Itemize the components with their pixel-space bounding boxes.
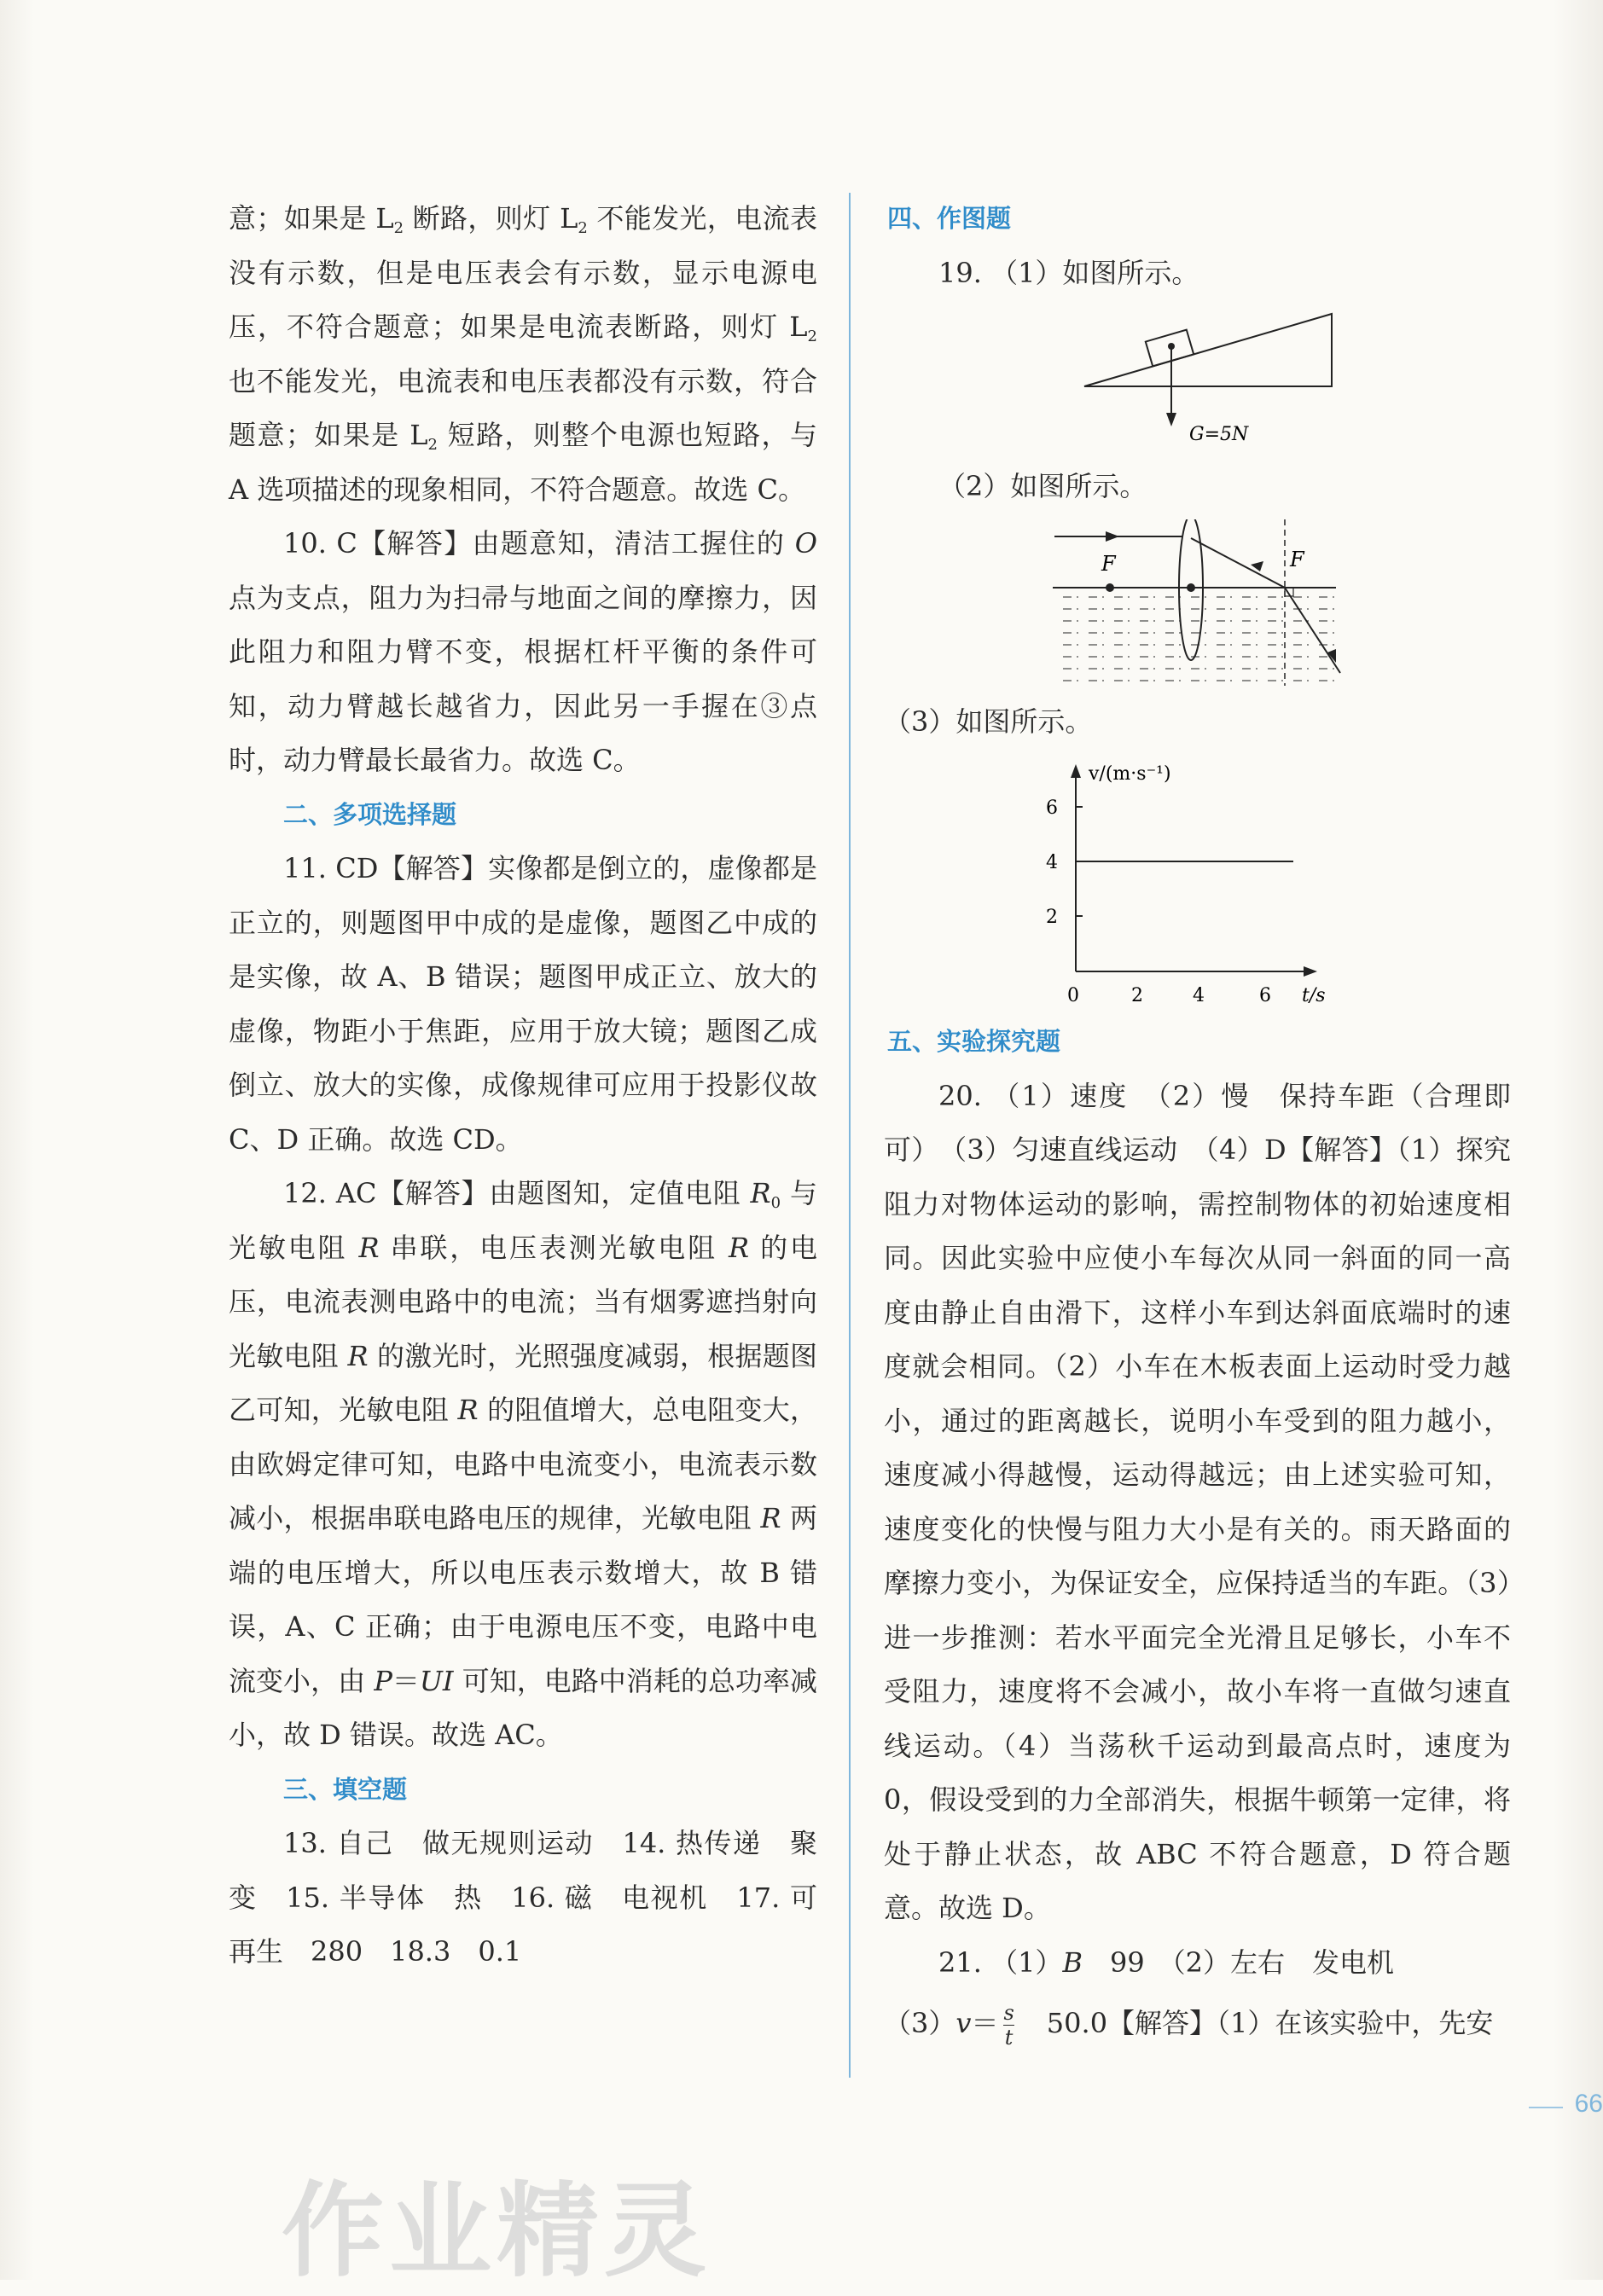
paragraph-12: 12. AC【解答】由题图知，定值电阻 $R_0$ 与光敏电阻 R 串联，电压表测光敏电阻 R 的电压，电流表测电路中的电流；当有烟雾遮挡射向光敏电阻 R 的激光时，光照强度减弱，根据题图乙可知，光敏电阻 R 的阻值增大，总电阻变大，由欧姆定律可知，电路中电流变小，电流表示数减小，根据串联电路电压的规律，光敏电阻 R 两端的电压增大，所以电压表示数增大，故 B 错误，A、C 正确；由于电源电压不变，电路中电流变小，由 P＝UI 可知，电路中消耗的总功率减小，故 D 错误。故选 AC。 <box>229 1177 817 1751</box>
x-tick-label: 0 <box>1067 985 1079 1006</box>
y-tick-label: 2 <box>1046 907 1058 928</box>
paragraph-19-3: （3）如图所示。 <box>884 704 1093 738</box>
paragraph-21: 21. （1）B 99 （2）左右 发电机 <box>938 1945 1395 1979</box>
formula-eq: ＝ <box>971 2007 999 2039</box>
paragraph-19-1: 19. （1）如图所示。 <box>938 256 1199 289</box>
heading-multiple-choice: 二、多项选择题 <box>283 799 457 829</box>
paragraph-19-2: （2）如图所示。 <box>938 470 1147 502</box>
x-tick-label: 6 <box>1259 985 1271 1006</box>
heading-experiment: 五、实验探究题 <box>887 1027 1061 1056</box>
y-axis-label: v/(m·s⁻¹) <box>1089 763 1171 785</box>
refracted-ray <box>1191 538 1285 588</box>
x-tick-label: 2 <box>1131 985 1143 1006</box>
paragraph-20: 20. （1）速度 （2）慢 保持车距（合理即可） （3）匀速直线运动 （4）D【解答】（1）探究阻力对物体运动的影响，需控制物体的初始速度相同。因此实验中应使小车每次从同一斜面的同一高度由静止自由滑下，这样小车到达斜面底端时的速度就会相同。（2）小车在木板表面上运动时受力越小，通过的距离越长，说明小车受到的阻力越小，速度减小得越慢，运动得越远；由上述实验可知，速度变化的快慢与阻力大小是有关的。雨天路面的摩擦力变小，为保证安全，应保持适当的车距。（3）进一步推测：若水平面完全光滑且足够长，小车不受阻力，速度将不会减小，故小车将一直做匀速直线运动。（4）当荡秋千运动到最高点时，速度为 0，假设受到的力全部消失，根据牛顿第一定律，将处于静止状态，故 ABC 不符合题意，D 符合题意。故选 D。 <box>884 1079 1511 1924</box>
formula-rest: 50.0【解答】（1）在该实验中，先安 <box>1019 2007 1494 2039</box>
formula-v: v <box>955 2007 972 2039</box>
right-column <box>884 192 1511 2051</box>
fraction-denominator: t <box>1004 2026 1013 2050</box>
heading-drawing: 四、作图题 <box>887 204 1012 233</box>
figure-incline-force <box>884 305 1511 455</box>
figure-vt-graph <box>884 754 1511 1010</box>
lens-center <box>1187 583 1195 592</box>
x-ticks <box>1067 985 1271 1006</box>
page-number-dash <box>1529 2107 1563 2108</box>
paragraph-21-formula <box>884 1997 1511 2051</box>
y-ticks <box>1046 797 1083 928</box>
watermark-bottom: 作业精灵 <box>282 2172 711 2291</box>
incline-triangle <box>1084 314 1332 386</box>
figure-lens-refraction <box>884 519 1511 690</box>
formula-fraction <box>1003 2001 1013 2050</box>
y-tick-label: 4 <box>1046 852 1058 873</box>
column-divider <box>849 193 851 2078</box>
focus-label-right: F <box>1290 547 1304 571</box>
gravity-arrow-head <box>1166 413 1176 426</box>
y-tick-label: 6 <box>1046 797 1058 819</box>
focus-left <box>1106 583 1114 592</box>
left-column <box>229 192 817 1980</box>
heading-fill-blank: 三、填空题 <box>283 1774 408 1804</box>
focus-label-left: F <box>1101 551 1116 576</box>
x-axis-label: t/s <box>1302 985 1326 1006</box>
paragraph-10: 10. C【解答】由题意知，清洁工握住的 O 点为支点，阻力为扫帚与地面之间的摩擦力，因此阻力和阻力臂不变，根据杠杆平衡的条件可知，动力臂越长越省力，因此另一手握在③点时，动力臂最长最省力。故选 C。 <box>229 527 817 776</box>
paragraph-13: 13. 自己 做无规则运动 14. 热传递 聚变 15. 半导体 热 16. 磁 电视机 17. 可再生 280 18.3 0.1 <box>229 1827 817 1968</box>
x-tick-label: 4 <box>1193 985 1205 1006</box>
paragraph-11: 11. CD【解答】实像都是倒立的，虚像都是正立的，则题图甲中成的是虚像，题图乙中成的是实像，故 A、B 错误；题图甲成正立、放大的虚像，物距小于焦距，应用于放大镜；题图乙成倒立、放大的实像，成像规律可应用于投影仪故 C、D 正确。故选 CD。 <box>229 852 817 1156</box>
paragraph-cont: 意；如果是 $L_2$ 断路，则灯 $L_2$ 不能发光，电流表没有示数，但是电压表会有示数，显示电源电压，不符合题意；如果是电流表断路，则灯 $L_2$ 也不能发光，电流表和电压表都没有示数，符合题意；如果是 $L_2$ 短路，则整个电源也短路，与 A 选项描述的现象相同，不符合题意。故选 C。 <box>229 202 817 506</box>
fraction-numerator: s <box>1003 2001 1014 2025</box>
formula-prefix: （3） <box>884 2007 956 2039</box>
gravity-label: G=5N <box>1189 424 1249 445</box>
page-number: 66 <box>1574 2090 1603 2118</box>
